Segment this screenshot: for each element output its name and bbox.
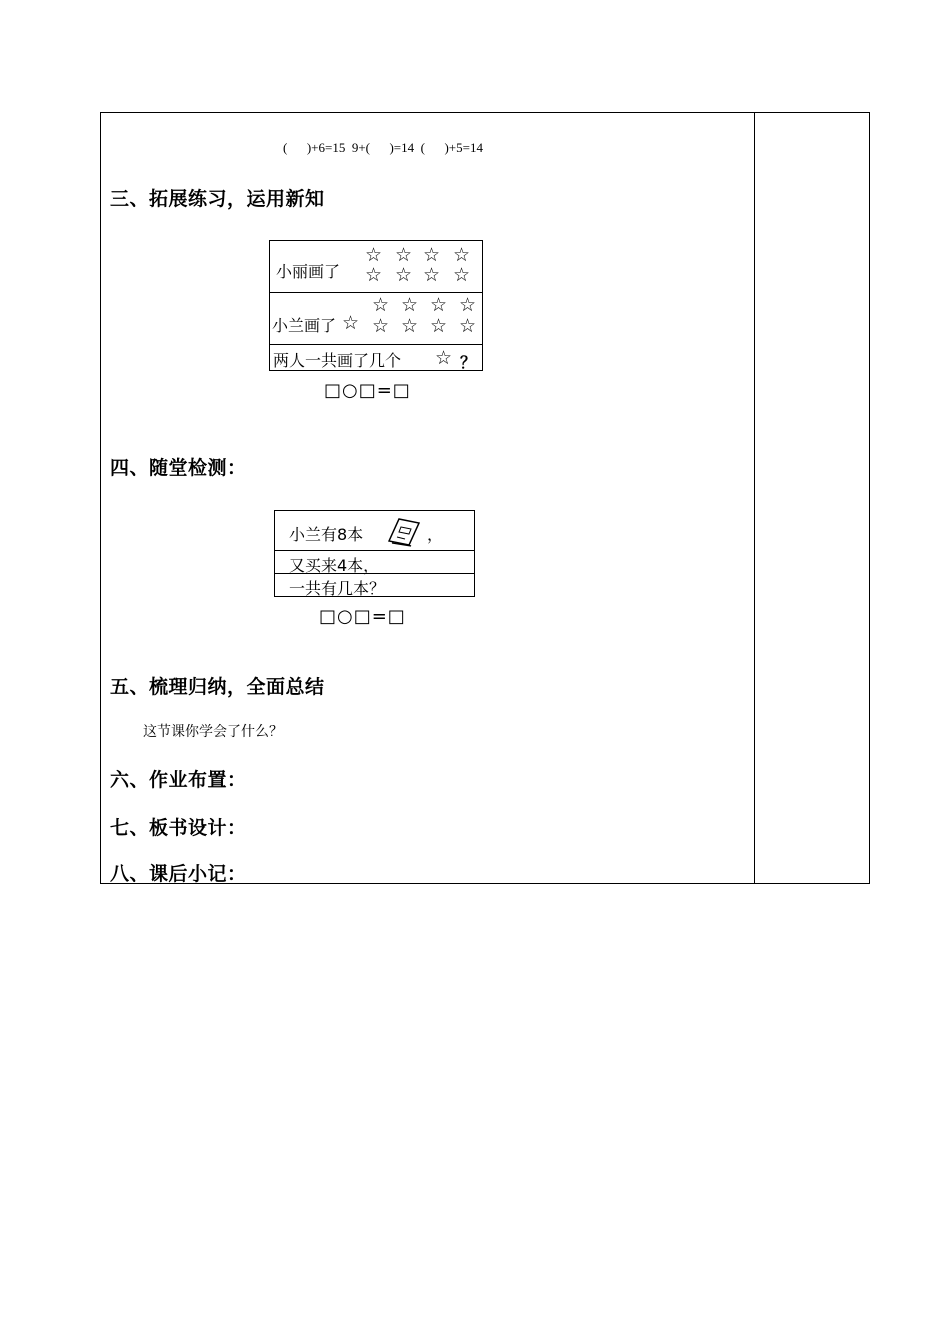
books-row-3 <box>275 573 474 597</box>
star-icon: ☆ <box>395 244 413 266</box>
star-icon: ☆ <box>430 315 448 337</box>
stars-row-xiaolan <box>270 292 482 344</box>
section-4-heading: 四、随堂检测： <box>110 457 247 479</box>
star-icon: ☆ <box>459 315 477 337</box>
comma-mark: ， <box>427 525 444 544</box>
star-icon: ☆ <box>423 244 441 266</box>
star-icon: ☆ <box>453 244 471 266</box>
notes-column-divider <box>754 112 755 884</box>
star-icon: ☆ <box>453 264 471 286</box>
xiaolan-label: 小兰画了 <box>272 316 337 335</box>
star-icon: ☆ <box>430 294 448 316</box>
stars-row-total <box>270 344 482 371</box>
section-6-heading: 六、作业布置： <box>110 769 247 791</box>
star-icon: ☆ <box>365 264 383 286</box>
total-question-label: 两人一共画了几个 <box>273 351 402 370</box>
xiaoli-label: 小丽画了 <box>276 262 341 281</box>
star-icon: ☆ <box>395 264 413 286</box>
section-8-heading: 八、课后小记： <box>110 863 247 885</box>
stars-problem-table <box>269 240 483 371</box>
star-icon: ☆ <box>459 294 477 316</box>
section-5-heading: 五、梳理归纳，全面总结 <box>110 676 325 698</box>
stars-row-xiaoli <box>270 241 482 292</box>
summary-prompt: 这节课你学会了什么？ <box>143 724 283 740</box>
books-have-label: 小兰有8本 <box>289 525 364 544</box>
star-icon: ☆ <box>365 244 383 266</box>
section-7-heading: 七、板书设计： <box>110 817 247 839</box>
section-3-heading: 三、拓展练习，运用新知 <box>110 188 325 210</box>
book-icon <box>385 515 423 547</box>
equation-line: ( )+6=15 9+( )=14 ( )+5=14 <box>283 140 483 155</box>
books-total-question: 一共有几本？ <box>289 579 386 598</box>
star-icon: ☆ <box>401 294 419 316</box>
star-icon: ☆ <box>435 347 453 369</box>
books-row-2 <box>275 550 474 574</box>
question-mark: ？ <box>460 353 477 372</box>
star-icon: ☆ <box>401 315 419 337</box>
star-icon: ☆ <box>372 315 390 337</box>
books-row-1 <box>275 511 474 550</box>
answer-formula-2: □○□=□ <box>319 606 406 627</box>
books-bought-label: 又买来4本， <box>289 556 380 575</box>
star-icon: ☆ <box>372 294 390 316</box>
books-problem-table <box>274 510 475 597</box>
answer-formula-1: □○□=□ <box>324 380 411 401</box>
star-icon: ☆ <box>342 312 360 334</box>
star-icon: ☆ <box>423 264 441 286</box>
